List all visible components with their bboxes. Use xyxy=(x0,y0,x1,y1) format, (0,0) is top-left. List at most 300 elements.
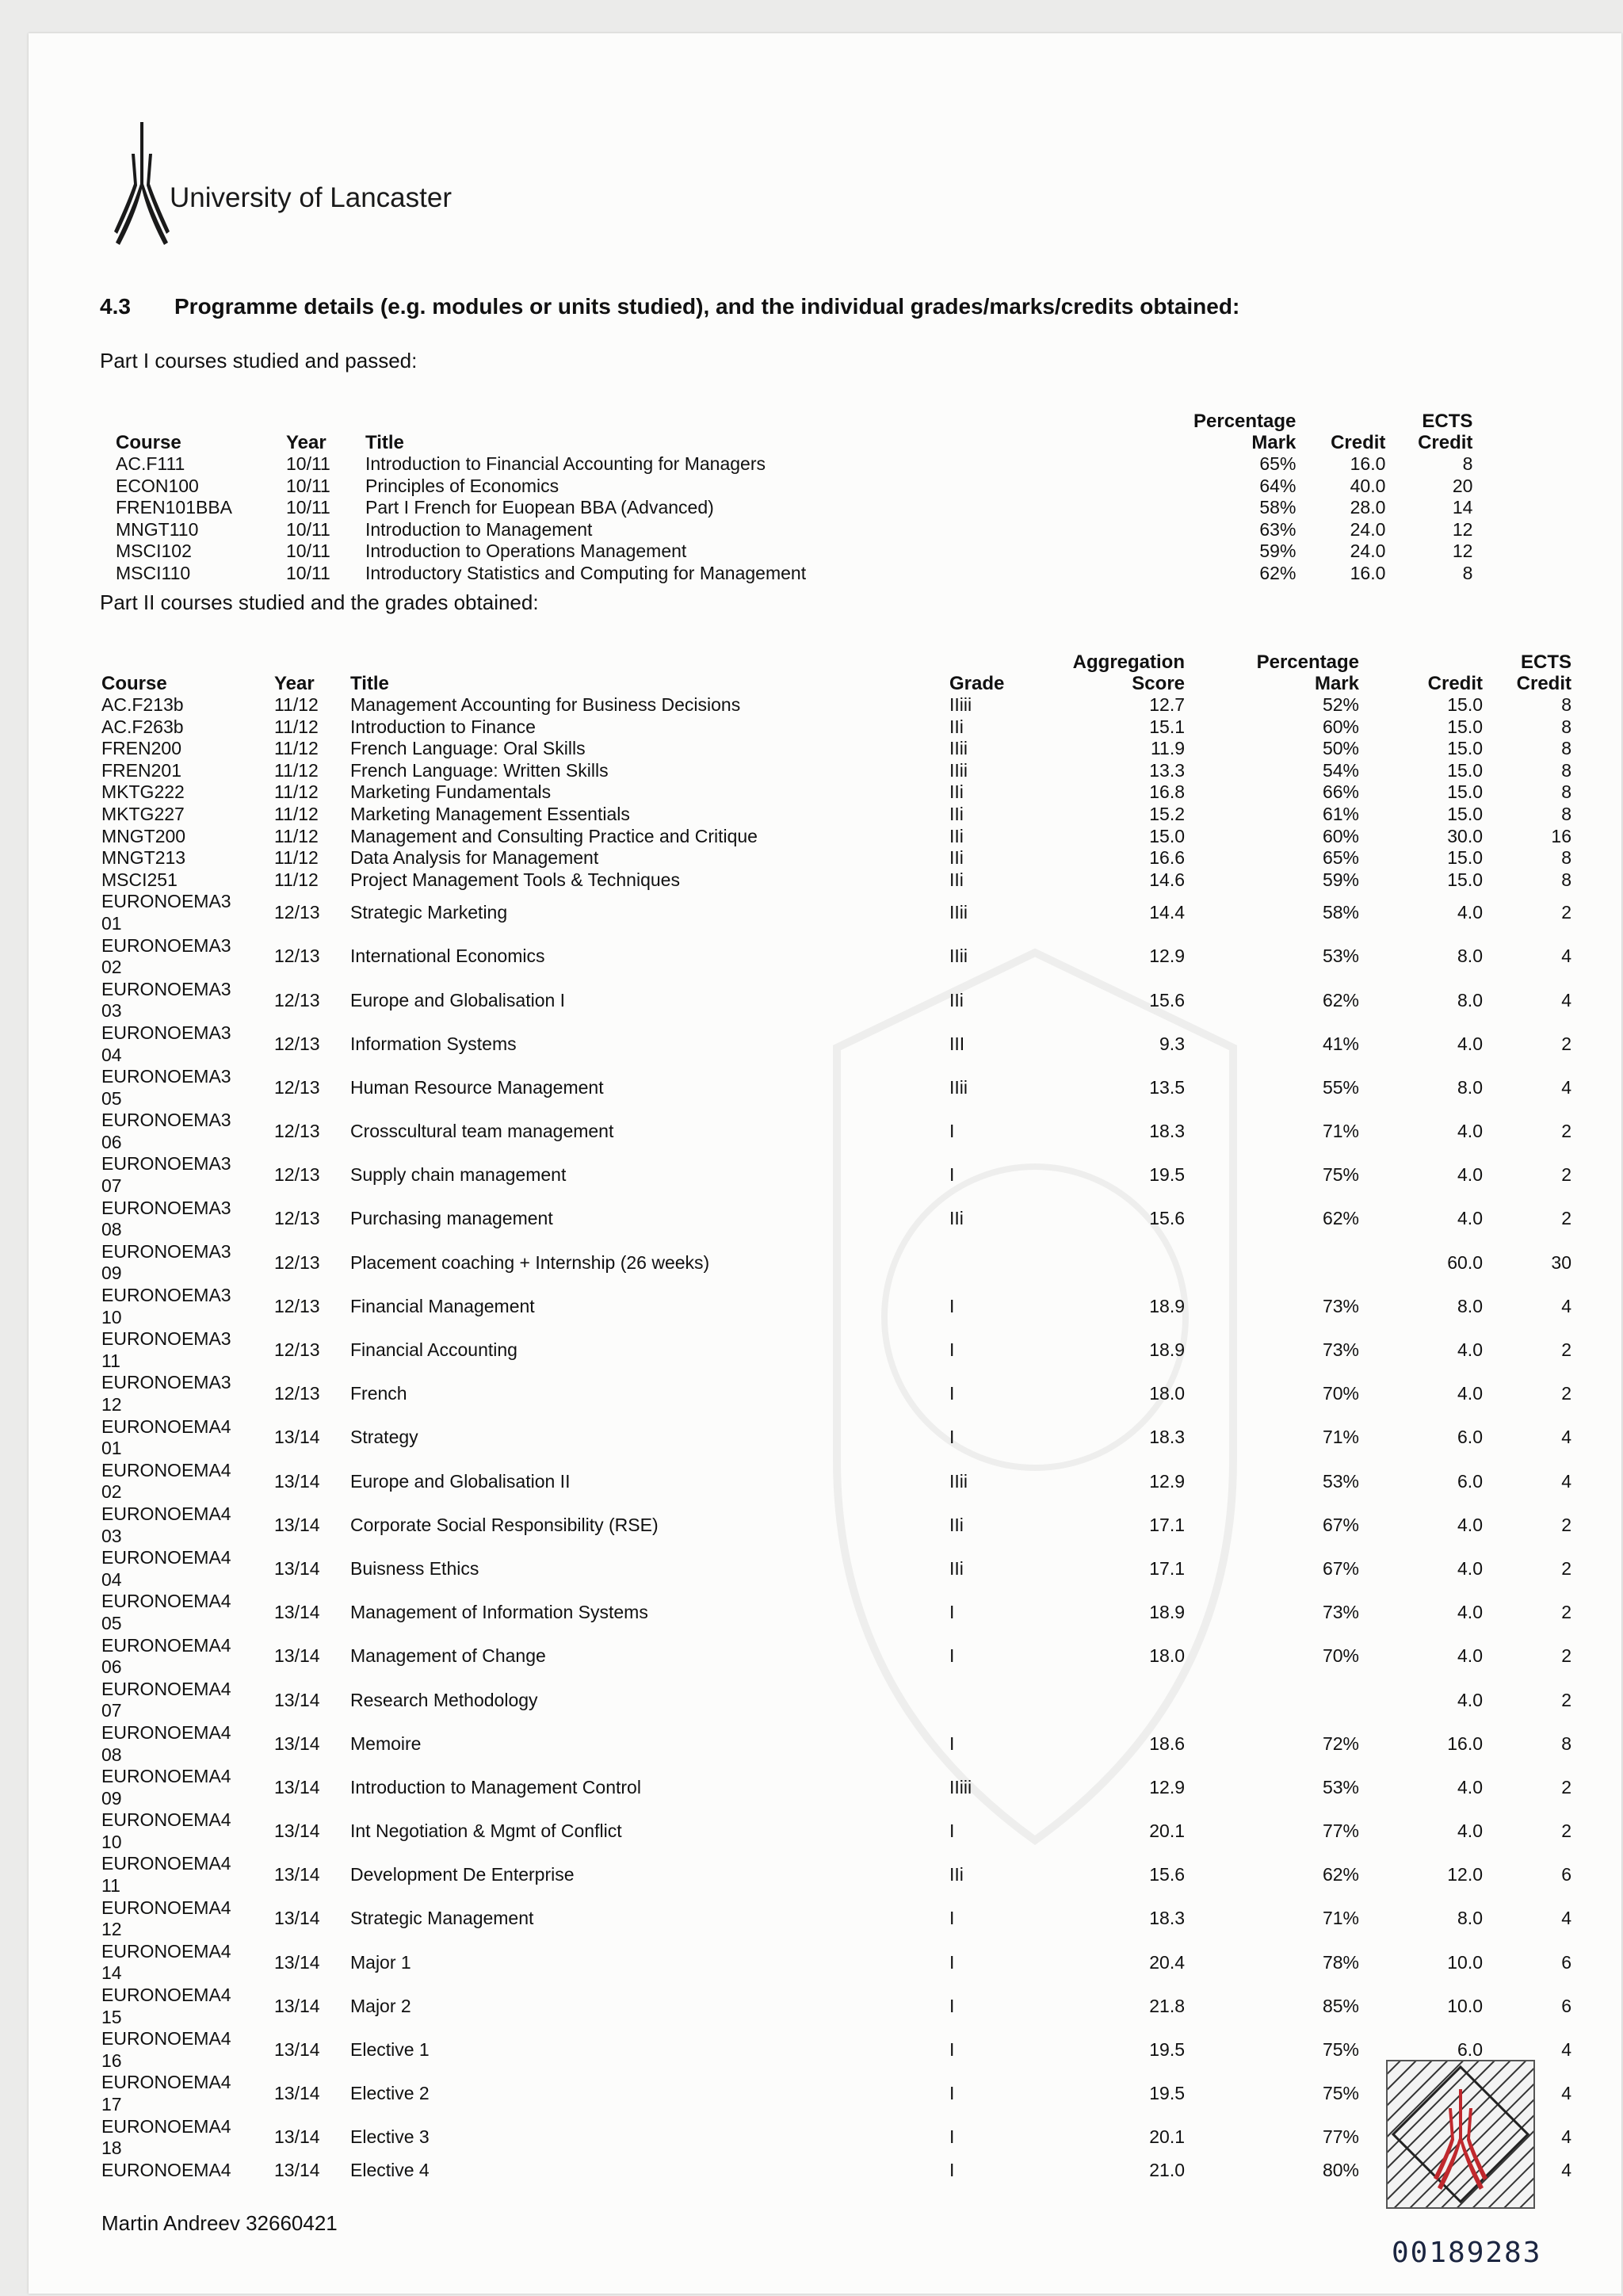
percentage-mark: 72% xyxy=(1322,1733,1359,1754)
year: 13/14 xyxy=(274,1776,320,1797)
grade: IIi xyxy=(949,716,964,737)
ects-credit: 4 xyxy=(1561,1470,1571,1492)
ects-credit: 4 xyxy=(1561,1295,1571,1316)
transcript-page xyxy=(29,33,1621,2294)
course-title: Introduction to Financial Accounting for Managers xyxy=(365,453,766,474)
year: 11/12 xyxy=(274,694,319,715)
grade: I xyxy=(949,1733,955,1754)
table-row xyxy=(101,2028,1571,2072)
percentage-mark: 71% xyxy=(1322,1908,1359,1929)
course-code: AC.F213b xyxy=(101,694,184,715)
percentage-mark: 75% xyxy=(1322,2039,1359,2061)
year: 10/11 xyxy=(286,541,330,562)
course-title: International Economics xyxy=(350,946,545,967)
year: 12/13 xyxy=(274,1164,320,1186)
year: 13/14 xyxy=(274,1951,320,1973)
part1-header-row xyxy=(116,409,1472,453)
aggregation-score: 18.6 xyxy=(1149,1733,1185,1754)
ects-credit: 4 xyxy=(1561,1908,1571,1929)
grade: I xyxy=(949,1908,955,1929)
course-code: EURONOEMA4 18 xyxy=(101,2115,231,2159)
header-title: Title xyxy=(365,432,404,453)
table-row xyxy=(101,1503,1571,1547)
aggregation-score: 15.0 xyxy=(1149,825,1185,846)
hologram-seal-icon xyxy=(1385,2059,1536,2210)
table-row xyxy=(101,760,1571,782)
year: 10/11 xyxy=(286,518,330,540)
percentage-mark: 78% xyxy=(1322,1951,1359,1973)
course-code: EURONOEMA4 10 xyxy=(101,1809,231,1852)
grade: I xyxy=(949,1645,955,1667)
ects-credit: 8 xyxy=(1561,803,1571,824)
year: 13/14 xyxy=(274,1995,320,2016)
credit: 4.0 xyxy=(1457,1339,1483,1361)
percentage-mark: 53% xyxy=(1322,1776,1359,1797)
ects-credit: 4 xyxy=(1561,2083,1571,2104)
course-code: EURONOEMA3 07 xyxy=(101,1153,231,1197)
part1-label: Part I courses studied and passed: xyxy=(100,349,418,372)
credit: 28.0 xyxy=(1350,497,1386,518)
course-title: Major 2 xyxy=(350,1995,411,2016)
ects-credit: 14 xyxy=(1452,497,1473,518)
table-row xyxy=(101,847,1571,869)
grade: I xyxy=(949,1339,955,1361)
course-code: AC.F263b xyxy=(101,716,184,737)
table-row xyxy=(101,804,1571,826)
aggregation-score: 16.8 xyxy=(1149,781,1185,803)
percentage-mark: 77% xyxy=(1322,1820,1359,1842)
section-title: Programme details (e.g. modules or units studied), and the individual grades/marks/credits obtained: xyxy=(174,294,1240,319)
course-title: Purchasing management xyxy=(350,1208,553,1229)
course-code: EURONOEMA3 01 xyxy=(101,891,231,934)
course-code: EURONOEMA4 11 xyxy=(101,1853,231,1897)
grade: III xyxy=(949,1033,965,1054)
credit: 24.0 xyxy=(1350,541,1386,562)
credit: 8.0 xyxy=(1457,1076,1483,1098)
course-code: MKTG227 xyxy=(101,803,185,824)
percentage-mark: 63% xyxy=(1259,518,1296,540)
percentage-mark: 62% xyxy=(1322,1208,1359,1229)
percentage-mark: 71% xyxy=(1322,1121,1359,1142)
course-code: EURONOEMA4 14 xyxy=(101,1940,231,1984)
year: 13/14 xyxy=(274,2126,320,2148)
table-row xyxy=(101,1460,1571,1503)
ects-credit: 8 xyxy=(1561,1733,1571,1754)
table-row xyxy=(101,1591,1571,1634)
header-aggregation-score: Aggregation Score xyxy=(1072,651,1185,694)
course-code: MNGT213 xyxy=(101,847,186,869)
course-title: Project Management Tools & Techniques xyxy=(350,869,680,890)
credit: 4.0 xyxy=(1457,1383,1483,1404)
credit: 15.0 xyxy=(1447,694,1483,715)
percentage-mark: 73% xyxy=(1322,1295,1359,1316)
aggregation-score: 20.1 xyxy=(1149,2126,1185,2148)
aggregation-score: 21.8 xyxy=(1149,1995,1185,2016)
table-row xyxy=(101,1547,1571,1591)
percentage-mark: 73% xyxy=(1322,1339,1359,1361)
aggregation-score: 16.6 xyxy=(1149,847,1185,869)
percentage-mark: 65% xyxy=(1259,453,1296,474)
aggregation-score: 17.1 xyxy=(1149,1514,1185,1535)
course-title: Introductory Statistics and Computing for Management xyxy=(365,562,807,583)
course-title: Strategic Marketing xyxy=(350,902,508,923)
grade: I xyxy=(949,2083,955,2104)
table-row xyxy=(101,1985,1571,2028)
percentage-mark: 67% xyxy=(1322,1557,1359,1579)
ects-credit: 8 xyxy=(1561,869,1571,890)
ects-credit: 6 xyxy=(1561,1995,1571,2016)
course-title: Financial Accounting xyxy=(350,1339,517,1361)
grade: I xyxy=(949,1295,955,1316)
aggregation-score: 19.5 xyxy=(1149,2039,1185,2061)
aggregation-score: 15.6 xyxy=(1149,1864,1185,1885)
course-title: French Language: Written Skills xyxy=(350,759,609,781)
credit: 6.0 xyxy=(1457,1470,1483,1492)
grade: IIiii xyxy=(949,1776,972,1797)
percentage-mark: 75% xyxy=(1322,1164,1359,1186)
credit: 4.0 xyxy=(1457,1514,1483,1535)
aggregation-score: 14.4 xyxy=(1149,902,1185,923)
grade: I xyxy=(949,2159,955,2180)
aggregation-score: 9.3 xyxy=(1159,1033,1185,1054)
table-row xyxy=(101,1853,1571,1897)
year: 10/11 xyxy=(286,562,330,583)
grade: IIii xyxy=(949,1076,968,1098)
header-grade: Grade xyxy=(949,673,1005,694)
credit: 15.0 xyxy=(1447,847,1483,869)
credit: 4.0 xyxy=(1457,1776,1483,1797)
year: 11/12 xyxy=(274,803,319,824)
aggregation-score: 18.3 xyxy=(1149,1121,1185,1142)
year: 11/12 xyxy=(274,781,319,803)
aggregation-score xyxy=(1029,1241,1185,1285)
credit: 4.0 xyxy=(1457,1557,1483,1579)
aggregation-score: 13.3 xyxy=(1149,759,1185,781)
credit: 8.0 xyxy=(1457,1908,1483,1929)
credit: 15.0 xyxy=(1447,738,1483,759)
year: 12/13 xyxy=(274,1251,320,1273)
ects-credit: 2 xyxy=(1561,902,1571,923)
year: 13/14 xyxy=(274,1733,320,1754)
course-title: Crosscultural team management xyxy=(350,1121,614,1142)
course-code: EURONOEMA4 15 xyxy=(101,1985,231,2027)
percentage-mark xyxy=(1185,1679,1359,1722)
year: 11/12 xyxy=(274,825,319,846)
aggregation-score: 15.2 xyxy=(1149,803,1185,824)
course-code: EURONOEMA4 06 xyxy=(101,1634,231,1678)
course-title: French Language: Oral Skills xyxy=(350,738,586,759)
year: 13/14 xyxy=(274,1514,320,1535)
ects-credit: 2 xyxy=(1561,1776,1571,1797)
credit: 10.0 xyxy=(1447,1995,1483,2016)
course-code: EURONOEMA3 08 xyxy=(101,1197,231,1240)
year: 13/14 xyxy=(274,2159,320,2180)
course-title: Data Analysis for Management xyxy=(350,847,599,869)
percentage-mark: 59% xyxy=(1259,541,1296,562)
aggregation-score: 18.0 xyxy=(1149,1645,1185,1667)
table-row xyxy=(101,1241,1571,1285)
credit: 6.0 xyxy=(1457,1427,1483,1448)
ects-credit: 8 xyxy=(1462,562,1473,583)
aggregation-score: 13.5 xyxy=(1149,1076,1185,1098)
course-title: Human Resource Management xyxy=(350,1076,604,1098)
ects-credit: 2 xyxy=(1561,1033,1571,1054)
grade: I xyxy=(949,1820,955,1842)
course-code: EURONOEMA4 xyxy=(101,2159,231,2180)
percentage-mark: 71% xyxy=(1322,1427,1359,1448)
aggregation-score: 19.5 xyxy=(1149,1164,1185,1186)
year: 13/14 xyxy=(274,1864,320,1885)
ects-credit: 2 xyxy=(1561,1645,1571,1667)
percentage-mark: 62% xyxy=(1259,562,1296,583)
course-code: MSCI110 xyxy=(116,562,191,583)
course-title: Management and Consulting Practice and Critique xyxy=(350,825,758,846)
course-title: Marketing Management Essentials xyxy=(350,803,630,824)
grade: IIi xyxy=(949,1557,964,1579)
aggregation-score: 12.7 xyxy=(1149,694,1185,715)
grade: I xyxy=(949,1164,955,1186)
course-code: EURONOEMA4 17 xyxy=(101,2072,231,2115)
course-title: Management of Information Systems xyxy=(350,1602,648,1623)
grade: IIi xyxy=(949,989,964,1010)
year: 13/14 xyxy=(274,1557,320,1579)
aggregation-score: 15.6 xyxy=(1149,989,1185,1010)
course-code: AC.F111 xyxy=(116,453,185,474)
table-row xyxy=(101,1153,1571,1197)
university-logo-icon xyxy=(114,122,170,249)
credit: 4.0 xyxy=(1457,1033,1483,1054)
course-code: EURONOEMA3 02 xyxy=(101,934,231,978)
percentage-mark: 58% xyxy=(1259,497,1296,518)
ects-credit: 2 xyxy=(1561,1208,1571,1229)
course-title: Europe and Globalisation I xyxy=(350,989,566,1010)
percentage-mark: 50% xyxy=(1322,738,1359,759)
year: 13/14 xyxy=(274,2083,320,2104)
ects-credit: 8 xyxy=(1561,781,1571,803)
credit: 24.0 xyxy=(1350,518,1386,540)
course-title: Elective 1 xyxy=(350,2039,430,2061)
table-row xyxy=(101,1416,1571,1460)
grade: IIii xyxy=(949,759,968,781)
grade: I xyxy=(949,1951,955,1973)
aggregation-score: 18.9 xyxy=(1149,1295,1185,1316)
credit: 10.0 xyxy=(1447,1951,1483,1973)
aggregation-score: 15.6 xyxy=(1149,1208,1185,1229)
year: 11/12 xyxy=(274,716,319,737)
percentage-mark: 77% xyxy=(1322,2126,1359,2148)
credit: 15.0 xyxy=(1447,759,1483,781)
percentage-mark: 64% xyxy=(1259,475,1296,496)
credit: 6.0 xyxy=(1457,2039,1483,2061)
table-row xyxy=(116,519,1472,541)
ects-credit: 6 xyxy=(1561,1864,1571,1885)
credit: 8.0 xyxy=(1457,946,1483,967)
year: 13/14 xyxy=(274,1820,320,1842)
course-code: FREN200 xyxy=(101,738,181,759)
part1-table xyxy=(116,409,1472,585)
ects-credit: 4 xyxy=(1561,1076,1571,1098)
table-row xyxy=(101,2160,1571,2182)
percentage-mark: 60% xyxy=(1322,825,1359,846)
course-code: MSCI251 xyxy=(101,869,178,890)
credit: 8.0 xyxy=(1457,1295,1483,1316)
course-title: Strategic Management xyxy=(350,1908,534,1929)
table-row xyxy=(101,781,1571,804)
year: 12/13 xyxy=(274,1033,320,1054)
grade: IIii xyxy=(949,946,968,967)
year: 11/12 xyxy=(274,738,319,759)
ects-credit: 8 xyxy=(1561,716,1571,737)
course-title: Introduction to Management Control xyxy=(350,1776,641,1797)
table-row xyxy=(116,541,1472,563)
aggregation-score: 12.9 xyxy=(1149,946,1185,967)
ects-credit: 20 xyxy=(1452,475,1473,496)
ects-credit: 8 xyxy=(1561,759,1571,781)
credit: 4.0 xyxy=(1457,1820,1483,1842)
year: 11/12 xyxy=(274,759,319,781)
course-code: MKTG222 xyxy=(101,781,185,803)
percentage-mark: 73% xyxy=(1322,1602,1359,1623)
header-year: Year xyxy=(286,432,327,453)
course-title: Information Systems xyxy=(350,1033,517,1054)
percentage-mark: 70% xyxy=(1322,1645,1359,1667)
credit: 30.0 xyxy=(1447,825,1483,846)
course-code: EURONOEMA4 02 xyxy=(101,1459,231,1503)
grade: I xyxy=(949,1383,955,1404)
header-percentage-mark: Percentage Mark xyxy=(1193,411,1296,453)
year: 12/13 xyxy=(274,1295,320,1316)
course-title: Elective 3 xyxy=(350,2126,430,2148)
course-code: EURONOEMA4 12 xyxy=(101,1897,231,1940)
ects-credit: 2 xyxy=(1561,1820,1571,1842)
course-code: EURONOEMA3 05 xyxy=(101,1066,231,1109)
credit: 15.0 xyxy=(1447,716,1483,737)
course-title: Introduction to Finance xyxy=(350,716,536,737)
grade: I xyxy=(949,1121,955,1142)
ects-credit: 4 xyxy=(1561,2126,1571,2148)
credit: 4.0 xyxy=(1457,1645,1483,1667)
course-code: FREN201 xyxy=(101,759,181,781)
percentage-mark: 62% xyxy=(1322,989,1359,1010)
aggregation-score: 15.1 xyxy=(1149,716,1185,737)
header-credit: Credit xyxy=(1331,432,1386,453)
table-row xyxy=(101,1372,1571,1415)
ects-credit: 4 xyxy=(1561,989,1571,1010)
ects-credit: 2 xyxy=(1561,1339,1571,1361)
course-code: EURONOEMA4 04 xyxy=(101,1547,231,1590)
year: 13/14 xyxy=(274,1645,320,1667)
grade: IIi xyxy=(949,1514,964,1535)
year: 10/11 xyxy=(286,475,330,496)
aggregation-score: 18.9 xyxy=(1149,1602,1185,1623)
grade: IIi xyxy=(949,803,964,824)
course-code: EURONOEMA4 08 xyxy=(101,1721,231,1765)
table-row xyxy=(101,1110,1571,1153)
aggregation-score: 18.9 xyxy=(1149,1339,1185,1361)
table-row xyxy=(101,1285,1571,1328)
aggregation-score: 18.3 xyxy=(1149,1908,1185,1929)
aggregation-score: 12.9 xyxy=(1149,1776,1185,1797)
ects-credit: 4 xyxy=(1561,2039,1571,2061)
ects-credit: 2 xyxy=(1561,1121,1571,1142)
aggregation-score: 14.6 xyxy=(1149,869,1185,890)
year: 13/14 xyxy=(274,1427,320,1448)
ects-credit: 4 xyxy=(1561,2159,1571,2180)
table-row xyxy=(101,1722,1571,1766)
document-serial-number: 00189283 xyxy=(1392,2237,1542,2269)
credit: 12.0 xyxy=(1447,1864,1483,1885)
credit: 8.0 xyxy=(1457,989,1483,1010)
course-code: MSCI102 xyxy=(116,541,192,562)
header-percentage-mark: Percentage Mark xyxy=(1256,651,1359,694)
year: 12/13 xyxy=(274,1121,320,1142)
year: 12/13 xyxy=(274,1383,320,1404)
grade: IIiii xyxy=(949,694,972,715)
ects-credit: 16 xyxy=(1551,825,1571,846)
header-course: Course xyxy=(101,673,167,694)
percentage-mark: 80% xyxy=(1322,2159,1359,2180)
aggregation-score: 21.0 xyxy=(1149,2159,1185,2180)
percentage-mark: 41% xyxy=(1322,1033,1359,1054)
percentage-mark: 54% xyxy=(1322,759,1359,781)
credit: 16.0 xyxy=(1350,562,1386,583)
percentage-mark: 70% xyxy=(1322,1383,1359,1404)
year: 13/14 xyxy=(274,2039,320,2061)
course-title: French xyxy=(350,1383,407,1404)
credit: 4.0 xyxy=(1457,1164,1483,1186)
course-title: Corporate Social Responsibility (RSE) xyxy=(350,1514,659,1535)
year: 12/13 xyxy=(274,1208,320,1229)
credit: 16.0 xyxy=(1447,1733,1483,1754)
course-code: EURONOEMA4 05 xyxy=(101,1591,231,1633)
course-title: Marketing Fundamentals xyxy=(350,781,552,803)
course-code: EURONOEMA4 01 xyxy=(101,1415,231,1459)
part2-header-row xyxy=(101,650,1571,694)
course-title: Int Negotiation & Mgmt of Conflict xyxy=(350,1820,622,1842)
course-code: EURONOEMA3 12 xyxy=(101,1372,231,1415)
grade: IIii xyxy=(949,902,968,923)
header-course: Course xyxy=(116,432,181,453)
table-row xyxy=(101,826,1571,848)
student-name-id: Martin Andreev 32660421 xyxy=(101,2211,338,2235)
table-row xyxy=(101,1198,1571,1241)
grade: I xyxy=(949,2126,955,2148)
ects-credit: 12 xyxy=(1452,541,1473,562)
grade: IIi xyxy=(949,825,964,846)
grade: I xyxy=(949,1427,955,1448)
header-title: Title xyxy=(350,673,389,694)
course-code: MNGT110 xyxy=(116,518,199,540)
table-row xyxy=(101,1897,1571,1941)
ects-credit: 2 xyxy=(1561,1164,1571,1186)
course-title: Elective 2 xyxy=(350,2083,430,2104)
credit: 15.0 xyxy=(1447,803,1483,824)
part2-label: Part II courses studied and the grades obtained: xyxy=(100,590,539,614)
table-row xyxy=(101,891,1571,934)
percentage-mark: 53% xyxy=(1322,946,1359,967)
ects-credit: 8 xyxy=(1561,847,1571,869)
year: 13/14 xyxy=(274,1470,320,1492)
table-row xyxy=(101,1328,1571,1372)
ects-credit: 6 xyxy=(1561,1951,1571,1973)
table-row xyxy=(116,563,1472,585)
ects-credit: 2 xyxy=(1561,1557,1571,1579)
grade: IIi xyxy=(949,869,964,890)
table-row xyxy=(116,497,1472,519)
ects-credit: 2 xyxy=(1561,1514,1571,1535)
course-title: Supply chain management xyxy=(350,1164,567,1186)
course-title: Research Methodology xyxy=(350,1689,538,1710)
